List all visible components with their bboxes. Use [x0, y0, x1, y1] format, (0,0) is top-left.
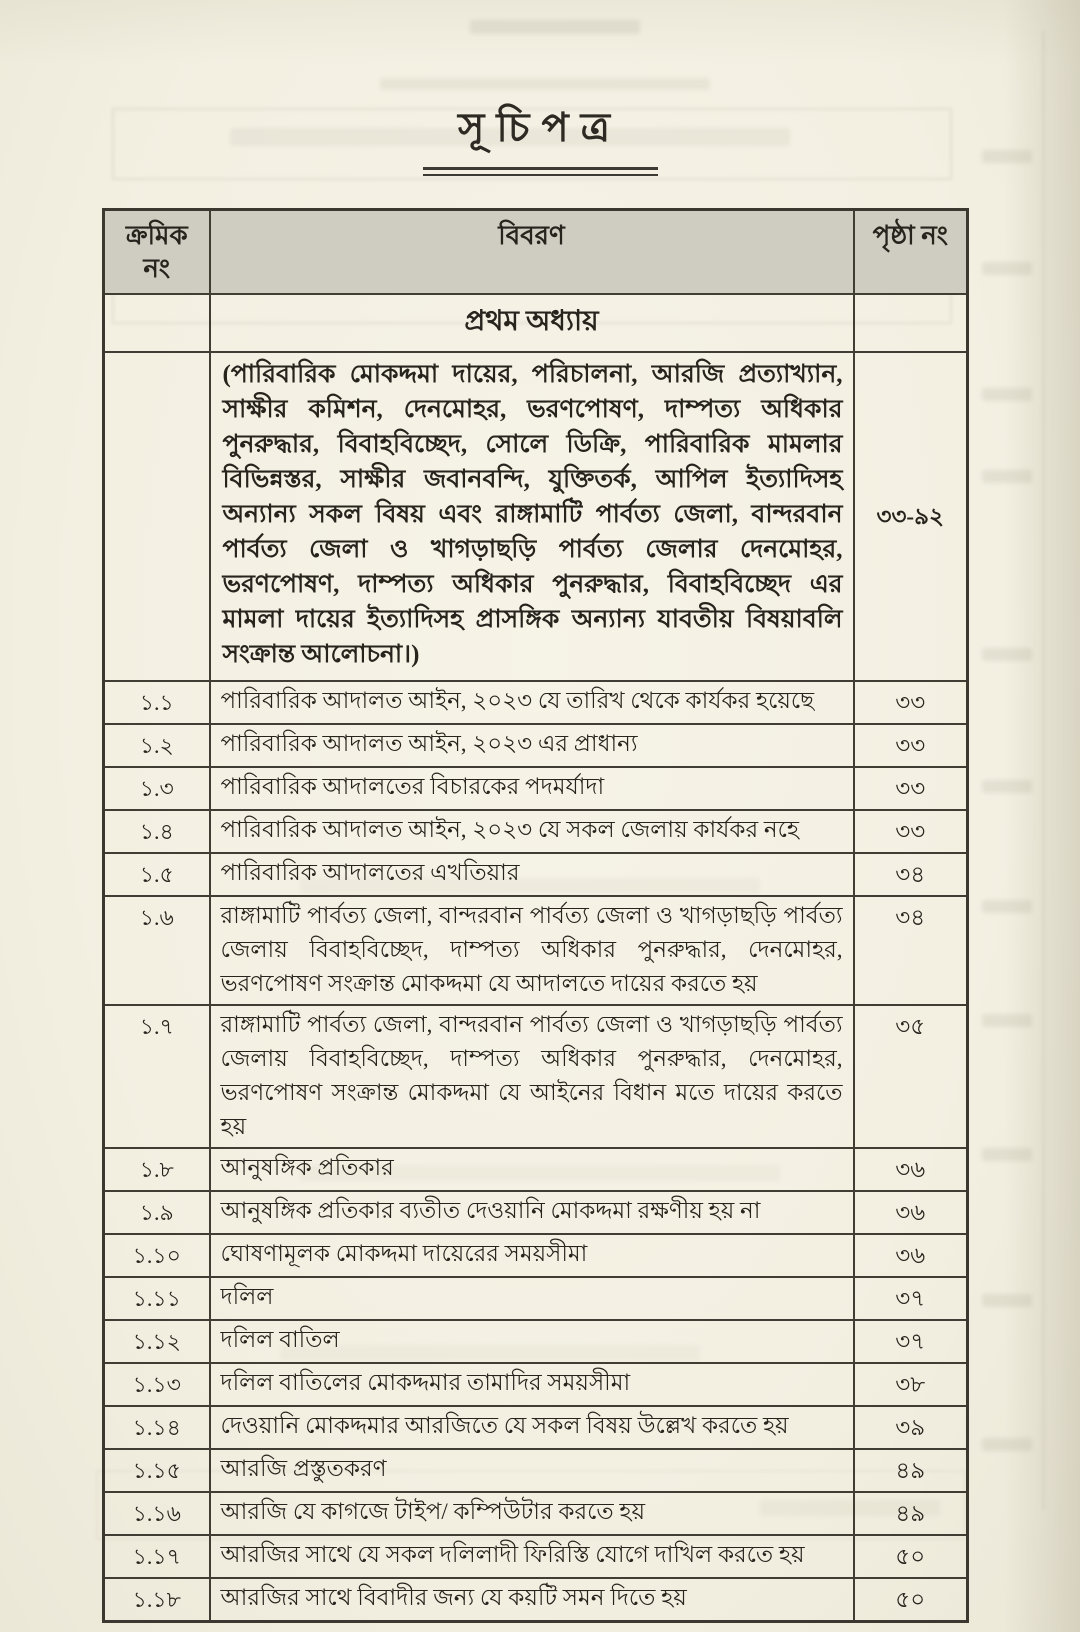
serial-cell: ১.৬ [104, 896, 210, 1005]
page-cell: ৪৯ [854, 1449, 968, 1492]
description-cell: রাঙ্গামাটি পার্বত্য জেলা, বান্দরবান পার্বত্য জেলা ও খাগড়াছড়ি পার্বত্য জেলায় বিবাহবিচ্ছেদ, দাম্পত্য অধিকার পুনরুদ্ধার, দেনমোহর, ভরণপোষণ সংক্রান্ত মোকদ্দমা যে আইনের বিধান মতে দায়ের করতে হয় [210, 1005, 854, 1148]
header-description: বিবরণ [210, 210, 854, 295]
description-cell: দলিল বাতিলের মোকদ্দমার তামাদির সময়সীমা [210, 1363, 854, 1406]
toc-table [102, 208, 969, 1623]
serial-cell: ১.৪ [104, 810, 210, 853]
page-cell: ৩৩ [854, 767, 968, 810]
toc-row [104, 1191, 968, 1234]
serial-cell: ১.৫ [104, 853, 210, 896]
description-cell: পারিবারিক আদালতের এখতিয়ার [210, 853, 854, 896]
description-cell: আনুষঙ্গিক প্রতিকার [210, 1148, 854, 1191]
toc-row [104, 1492, 968, 1535]
description-cell: আরজি যে কাগজে টাইপ/ কম্পিউটার করতে হয় [210, 1492, 854, 1535]
toc-row [104, 681, 968, 724]
description-cell: আরজির সাথে যে সকল দলিলাদী ফিরিস্তি যোগে দাখিল করতে হয় [210, 1535, 854, 1578]
chapter-heading: প্রথম অধ্যায় [210, 294, 854, 352]
toc-row [104, 1005, 968, 1148]
description-cell: দেওয়ানি মোকদ্দমার আরজিতে যে সকল বিষয় উল্লেখ করতে হয় [210, 1406, 854, 1449]
page-cell: ৩৭ [854, 1277, 968, 1320]
serial-cell: ১.১ [104, 681, 210, 724]
serial-cell: ১.১৩ [104, 1363, 210, 1406]
page-cell: ৫০ [854, 1578, 968, 1622]
description-cell: দলিল [210, 1277, 854, 1320]
title-double-underline [423, 167, 658, 176]
description-cell: পারিবারিক আদালত আইন, ২০২৩ যে সকল জেলায় কার্যকর নহে [210, 810, 854, 853]
toc-row [104, 767, 968, 810]
serial-cell: ১.১০ [104, 1234, 210, 1277]
serial-cell: ১.১৫ [104, 1449, 210, 1492]
description-cell: পারিবারিক আদালত আইন, ২০২৩ যে তারিখ থেকে কার্যকর হয়েছে [210, 681, 854, 724]
serial-cell: ১.৭ [104, 1005, 210, 1148]
toc-row [104, 1535, 968, 1578]
description-cell: দলিল বাতিল [210, 1320, 854, 1363]
page-cell: ৩৫ [854, 1005, 968, 1148]
page-cell: ৫০ [854, 1535, 968, 1578]
serial-cell: ১.৮ [104, 1148, 210, 1191]
toc-row [104, 1578, 968, 1622]
page-cell [854, 294, 968, 352]
description-cell: আরজির সাথে বিবাদীর জন্য যে কয়টি সমন দিতে হয় [210, 1578, 854, 1622]
description-cell: রাঙ্গামাটি পার্বত্য জেলা, বান্দরবান পার্বত্য জেলা ও খাগড়াছড়ি পার্বত্য জেলায় বিবাহবিচ্ছেদ, দাম্পত্য অধিকার পুনরুদ্ধার, দেনমোহর, ভরণপোষণ সংক্রান্ত মোকদ্দমা যে আদালতে দায়ের করতে হয় [210, 896, 854, 1005]
description-cell: আরজি প্রস্তুতকরণ [210, 1449, 854, 1492]
toc-row [104, 1148, 968, 1191]
page-cell: ৩৩ [854, 810, 968, 853]
toc-row [104, 896, 968, 1005]
serial-cell [104, 352, 210, 681]
serial-cell: ১.২ [104, 724, 210, 767]
page-cell: ৪৯ [854, 1492, 968, 1535]
page-cell: ৩৩ [854, 724, 968, 767]
description-cell: আনুষঙ্গিক প্রতিকার ব্যতীত দেওয়ানি মোকদ্দমা রক্ষণীয় হয় না [210, 1191, 854, 1234]
description-cell: পারিবারিক আদালত আইন, ২০২৩ এর প্রাধান্য [210, 724, 854, 767]
toc-row [104, 1406, 968, 1449]
serial-cell: ১.১১ [104, 1277, 210, 1320]
page-cell: ৩৮ [854, 1363, 968, 1406]
toc-row [104, 1277, 968, 1320]
serial-cell: ১.১৮ [104, 1578, 210, 1622]
toc-row [104, 1320, 968, 1363]
toc-row [104, 1363, 968, 1406]
toc-row [104, 1449, 968, 1492]
page-cell: ৩৩ [854, 681, 968, 724]
page-cell: ৩৭ [854, 1320, 968, 1363]
page-cell: ৩৬ [854, 1148, 968, 1191]
chapter-heading-row [104, 294, 968, 352]
serial-cell [104, 294, 210, 352]
description-cell: পারিবারিক আদালতের বিচারকের পদমর্যাদা [210, 767, 854, 810]
toc-row [104, 853, 968, 896]
chapter-summary-text: (পারিবারিক মোকদ্দমা দায়ের, পরিচালনা, আরজি প্রত্যাখ্যান, সাক্ষীর কমিশন, দেনমোহর, ভরণপোষণ, দাম্পত্য অধিকার পুনরুদ্ধার, বিবাহবিচ্ছেদ, সোলে ডিক্রি, পারিবারিক মামলার বিভিন্নস্তর, সাক্ষীর জবানবন্দি, যুক্তিতর্ক, আপিল ইত্যাদিসহ অন্যান্য সকল বিষয় এবং রাঙ্গামাটি পার্বত্য জেলা, বান্দরবান পার্বত্য জেলা ও খাগড়াছড়ি পার্বত্য জেলার দেনমোহর, ভরণপোষণ, দাম্পত্য অধিকার পুনরুদ্ধার, বিবাহবিচ্ছেদ এর মামলা দায়ের ইত্যাদিসহ প্রাসঙ্গিক অন্যান্য যাবতীয় বিষয়াবলি সংক্রান্ত আলোচনা।) [210, 352, 854, 681]
page-cell: ৩৯ [854, 1406, 968, 1449]
toc-header-row [104, 210, 968, 295]
serial-cell: ১.১৭ [104, 1535, 210, 1578]
page-cell: ৩৬ [854, 1191, 968, 1234]
header-serial: ক্রমিক নং [104, 210, 210, 295]
serial-cell: ১.১৬ [104, 1492, 210, 1535]
chapter-summary-row [104, 352, 968, 681]
page-cell: ৩৪ [854, 853, 968, 896]
page-title-block [0, 96, 1080, 176]
toc-row [104, 724, 968, 767]
description-cell: ঘোষণামূলক মোকদ্দমা দায়েরের সময়সীমা [210, 1234, 854, 1277]
serial-cell: ১.৩ [104, 767, 210, 810]
page-cell: ৩৬ [854, 1234, 968, 1277]
page-title: সূচিপত্র [458, 105, 622, 150]
chapter-page-range: ৩৩-৯২ [854, 352, 968, 681]
page-cell: ৩৪ [854, 896, 968, 1005]
serial-cell: ১.১৪ [104, 1406, 210, 1449]
toc-row [104, 1234, 968, 1277]
serial-cell: ১.৯ [104, 1191, 210, 1234]
serial-cell: ১.১২ [104, 1320, 210, 1363]
toc-row [104, 810, 968, 853]
header-page: পৃষ্ঠা নং [854, 210, 968, 295]
